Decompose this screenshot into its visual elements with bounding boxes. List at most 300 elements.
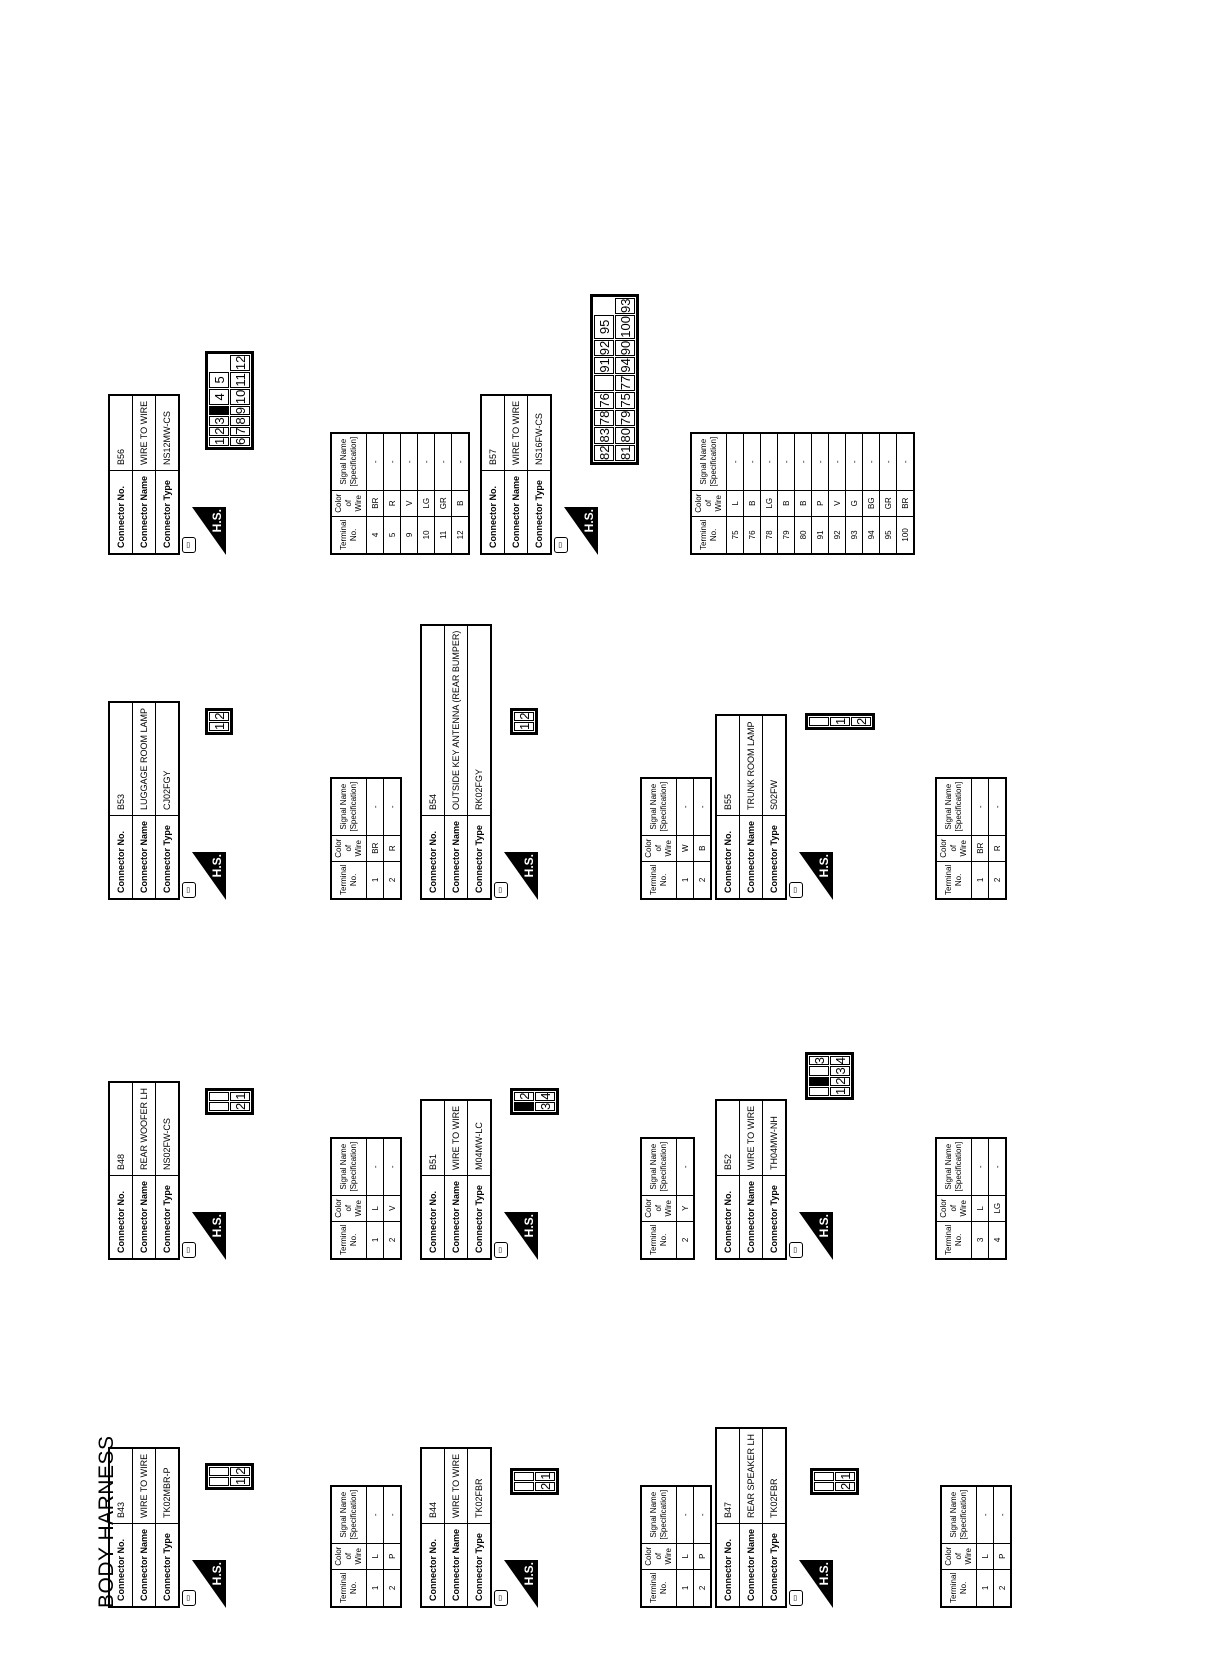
table-row — [384, 778, 402, 899]
terminal-cell: 2 — [694, 861, 712, 899]
connector-no-value: B52 — [716, 1100, 740, 1176]
connector-type-value: TH04MW-NH — [763, 1100, 787, 1176]
hs-label: H.S. — [817, 1214, 831, 1238]
pin-cell: 9 — [230, 406, 250, 415]
connector-no-label: Connector No. — [109, 815, 133, 899]
pin-cell: 11 — [230, 372, 250, 388]
connector-icon: ▭ — [494, 882, 508, 898]
signal-cell: - — [778, 433, 795, 490]
connector-name-value: WIRE TO WIRE — [133, 395, 156, 471]
pin-cell: 81 — [615, 445, 635, 461]
wire-color-cell: L — [977, 1543, 994, 1569]
pin-cell: 3 — [209, 416, 229, 425]
pin-cell: 3 — [830, 1066, 850, 1075]
connector-no-label: Connector No. — [109, 1175, 133, 1259]
table-row — [694, 1486, 712, 1607]
connector-header — [715, 714, 787, 900]
pin-cell: 2 — [851, 717, 871, 726]
signal-cell: - — [677, 778, 694, 835]
table-row — [435, 433, 452, 554]
terminal-cell: 4 — [367, 516, 384, 554]
pin-cell: 100 — [615, 315, 635, 339]
table-row — [367, 1138, 384, 1259]
pin-cell: 8 — [230, 416, 250, 425]
column-header-color-of-wire: Color of Wire — [331, 1543, 367, 1569]
pin-cell: 1 — [830, 1087, 850, 1096]
terminal-cell: 1 — [977, 1569, 994, 1607]
terminal-cell: 9 — [401, 516, 418, 554]
signal-cell: - — [795, 433, 812, 490]
signal-cell: - — [897, 433, 915, 490]
connector-no-label: Connector No. — [421, 1523, 445, 1607]
pin-cell — [809, 1066, 829, 1075]
column-header-signal-name: Signal Name [Specification] — [936, 778, 972, 835]
terminal-cell: 93 — [846, 516, 863, 554]
connector-name-value: OUTSIDE KEY ANTENNA (REAR BUMPER) — [445, 625, 468, 816]
connector-no-label: Connector No. — [421, 1175, 445, 1259]
signal-table — [640, 1485, 712, 1608]
signal-cell: - — [418, 433, 435, 490]
terminal-cell: 2 — [694, 1569, 712, 1607]
pin-cell: 92 — [594, 340, 614, 356]
wire-color-cell: LG — [761, 490, 778, 516]
column-header-terminal-no: Terminal No. — [941, 1569, 977, 1607]
table-row — [880, 433, 897, 554]
harness-side-badge — [182, 1560, 226, 1608]
harness-side-badge — [494, 1212, 538, 1260]
column-header-color-of-wire: Color of Wire — [641, 1543, 677, 1569]
column-header-color-of-wire: Color of Wire — [691, 490, 727, 516]
signal-table — [640, 777, 712, 900]
column-header-signal-name: Signal Name [Specification] — [641, 1486, 677, 1543]
pin-cell: 2 — [230, 1467, 250, 1476]
connector-no-value: B43 — [109, 1448, 133, 1524]
connector-header — [108, 701, 180, 900]
table-row — [367, 778, 384, 899]
terminal-cell: 4 — [989, 1221, 1007, 1259]
pin-cell: 2 — [830, 1077, 850, 1086]
pin-cell: 93 — [615, 298, 635, 314]
connector-type-value: TK02FBR — [468, 1448, 492, 1524]
connector-icon: ▭ — [182, 1242, 196, 1258]
connector-no-label: Connector No. — [716, 815, 740, 899]
wire-color-cell: G — [846, 490, 863, 516]
pin-cell: 3 — [809, 1056, 829, 1065]
wire-color-cell: LG — [989, 1195, 1007, 1221]
column-header-terminal-no: Terminal No. — [641, 1569, 677, 1607]
pin-cell: 82 — [594, 445, 614, 461]
signal-table — [940, 1485, 1012, 1608]
connector-no-value: B55 — [716, 715, 740, 815]
connector-name-value: WIRE TO WIRE — [505, 395, 528, 471]
signal-cell: - — [880, 433, 897, 490]
signal-cell: - — [384, 1138, 402, 1195]
harness-side-badge — [789, 1212, 833, 1260]
table-row — [401, 433, 418, 554]
pin-cell — [809, 1077, 829, 1086]
connector-name-label: Connector Name — [445, 1523, 468, 1607]
page-title: BODY HARNESS — [95, 1435, 118, 1608]
harness-side-badge — [182, 507, 226, 555]
connector-type-label: Connector Type — [528, 470, 552, 554]
pin-cell: 4 — [830, 1056, 850, 1065]
pin-cell: 79 — [615, 410, 635, 426]
pin-cell — [209, 1092, 229, 1101]
signal-cell: - — [846, 433, 863, 490]
column-header-color-of-wire: Color of Wire — [331, 490, 367, 516]
signal-cell: - — [384, 1486, 402, 1543]
signal-table — [690, 432, 915, 555]
connector-pin-face — [590, 294, 639, 465]
connector-name-label: Connector Name — [133, 470, 156, 554]
signal-table — [330, 432, 470, 555]
pin-cell: 90 — [615, 340, 635, 356]
signal-cell: - — [384, 778, 402, 835]
connector-type-label: Connector Type — [156, 815, 180, 899]
wire-color-cell: P — [812, 490, 829, 516]
hs-label: H.S. — [817, 854, 831, 878]
connector-type-label: Connector Type — [156, 1175, 180, 1259]
signal-table — [330, 1485, 402, 1608]
connector-type-label: Connector Type — [763, 1175, 787, 1259]
connector-no-value: B54 — [421, 625, 445, 816]
wire-color-cell: B — [694, 835, 712, 861]
terminal-cell: 3 — [972, 1221, 989, 1259]
pin-cell: 4 — [209, 389, 229, 405]
terminal-cell: 1 — [367, 1221, 384, 1259]
wire-color-cell: R — [384, 835, 402, 861]
pin-cell: 2 — [535, 1482, 555, 1491]
connector-no-label: Connector No. — [481, 470, 505, 554]
wire-color-cell: B — [452, 490, 470, 516]
connector-header — [108, 1081, 180, 1260]
signal-table — [330, 777, 402, 900]
pin-cell: 1 — [835, 1472, 855, 1481]
connector-name-value: REAR SPEAKER LH — [740, 1428, 763, 1524]
table-row — [367, 1486, 384, 1607]
hs-label: H.S. — [210, 1214, 224, 1238]
connector-name-label: Connector Name — [740, 1175, 763, 1259]
wire-color-cell: L — [367, 1195, 384, 1221]
pin-cell — [209, 1102, 229, 1111]
harness-side-badge — [182, 1212, 226, 1260]
terminal-cell: 2 — [384, 1569, 402, 1607]
terminal-cell: 12 — [452, 516, 470, 554]
hs-label: H.S. — [210, 1562, 224, 1586]
pin-cell: 12 — [230, 355, 250, 371]
connector-no-value: B57 — [481, 395, 505, 471]
connector-name-label: Connector Name — [133, 815, 156, 899]
pin-cell: 83 — [594, 427, 614, 443]
column-header-signal-name: Signal Name [Specification] — [941, 1486, 977, 1543]
connector-icon: ▭ — [789, 882, 803, 898]
signal-cell: - — [435, 433, 452, 490]
pin-cell: 2 — [230, 1102, 250, 1111]
pin-cell: 2 — [209, 427, 229, 436]
pin-cell: 4 — [535, 1092, 555, 1101]
terminal-cell: 78 — [761, 516, 778, 554]
wire-color-cell: L — [727, 490, 744, 516]
wire-color-cell: P — [694, 1543, 712, 1569]
connector-type-value: TK02FBR — [763, 1428, 787, 1524]
column-header-color-of-wire: Color of Wire — [641, 1195, 677, 1221]
table-row — [829, 433, 846, 554]
wire-color-cell: L — [677, 1543, 694, 1569]
pin-cell: 1 — [230, 1092, 250, 1101]
table-row — [972, 1138, 989, 1259]
table-row — [994, 1486, 1012, 1607]
connector-no-label: Connector No. — [109, 1523, 133, 1607]
column-header-terminal-no: Terminal No. — [331, 516, 367, 554]
connector-icon: ▭ — [494, 1242, 508, 1258]
connector-type-label: Connector Type — [763, 1523, 787, 1607]
wire-color-cell: P — [994, 1543, 1012, 1569]
connector-header — [420, 1099, 492, 1260]
hs-label: H.S. — [582, 509, 596, 533]
terminal-cell: 1 — [677, 861, 694, 899]
table-row — [384, 1138, 402, 1259]
terminal-cell: 1 — [972, 861, 989, 899]
connector-type-label: Connector Type — [156, 1523, 180, 1607]
connector-header — [420, 624, 492, 900]
wire-color-cell: GR — [435, 490, 452, 516]
terminal-cell: 10 — [418, 516, 435, 554]
table-row — [846, 433, 863, 554]
pin-cell: 2 — [514, 1092, 534, 1101]
signal-cell: - — [677, 1138, 695, 1195]
connector-pin-face — [205, 1463, 254, 1490]
table-row — [418, 433, 435, 554]
terminal-cell: 91 — [812, 516, 829, 554]
terminal-cell: 75 — [727, 516, 744, 554]
signal-cell: - — [384, 433, 401, 490]
signal-cell: - — [367, 433, 384, 490]
column-header-signal-name: Signal Name [Specification] — [641, 1138, 677, 1195]
signal-cell: - — [677, 1486, 694, 1543]
connector-name-value: REAR WOOFER LH — [133, 1082, 156, 1176]
wire-color-cell: B — [795, 490, 812, 516]
pin-cell — [514, 1102, 534, 1111]
table-row — [677, 1138, 695, 1259]
hs-label: H.S. — [210, 509, 224, 533]
table-row — [744, 433, 761, 554]
connector-name-label: Connector Name — [133, 1523, 156, 1607]
table-row — [795, 433, 812, 554]
connector-pin-face — [805, 1052, 854, 1100]
table-row — [677, 778, 694, 899]
pin-cell: 7 — [230, 427, 250, 436]
pin-cell — [809, 717, 829, 726]
connector-icon: ▭ — [494, 1590, 508, 1606]
terminal-cell: 95 — [880, 516, 897, 554]
hs-label: H.S. — [522, 1562, 536, 1586]
connector-pin-face — [510, 1088, 559, 1115]
pin-cell: 1 — [209, 722, 229, 731]
pin-cell: 75 — [615, 392, 635, 408]
harness-side-badge — [554, 507, 598, 555]
connector-type-value: M04MW-LC — [468, 1100, 492, 1176]
connector-icon: ▭ — [182, 1590, 196, 1606]
signal-cell: - — [863, 433, 880, 490]
terminal-cell: 1 — [677, 1569, 694, 1607]
connector-header — [420, 1447, 492, 1608]
harness-side-badge — [494, 852, 538, 900]
column-header-terminal-no: Terminal No. — [331, 1221, 367, 1259]
connector-type-value: TK02MBR-P — [156, 1448, 180, 1524]
pin-cell: 2 — [835, 1482, 855, 1491]
column-header-terminal-no: Terminal No. — [641, 1221, 677, 1259]
wire-color-cell: Y — [677, 1195, 695, 1221]
pin-cell: 2 — [514, 712, 534, 721]
connector-no-value: B48 — [109, 1082, 133, 1176]
harness-side-badge — [182, 852, 226, 900]
table-row — [778, 433, 795, 554]
pin-cell: 3 — [535, 1102, 555, 1111]
pin-cell — [209, 406, 229, 415]
wire-color-cell: BG — [863, 490, 880, 516]
connector-name-label: Connector Name — [445, 1175, 468, 1259]
table-row — [677, 1486, 694, 1607]
column-header-signal-name: Signal Name [Specification] — [691, 433, 727, 490]
connector-header — [715, 1099, 787, 1260]
table-row — [812, 433, 829, 554]
table-row — [694, 778, 712, 899]
pin-cell: 2 — [209, 712, 229, 721]
wire-color-cell: V — [384, 1195, 402, 1221]
wire-color-cell: BR — [367, 835, 384, 861]
table-row — [384, 433, 401, 554]
connector-no-value: B47 — [716, 1428, 740, 1524]
connector-pin-face — [510, 1468, 559, 1495]
signal-cell: - — [401, 433, 418, 490]
terminal-cell: 2 — [989, 861, 1007, 899]
connector-no-label: Connector No. — [421, 815, 445, 899]
column-header-signal-name: Signal Name [Specification] — [331, 778, 367, 835]
connector-name-label: Connector Name — [445, 815, 468, 899]
harness-side-badge — [789, 852, 833, 900]
wire-color-cell: L — [972, 1195, 989, 1221]
harness-side-badge — [789, 1560, 833, 1608]
terminal-cell: 94 — [863, 516, 880, 554]
pin-cell: 94 — [615, 357, 635, 373]
table-row — [989, 778, 1007, 899]
connector-no-value: B51 — [421, 1100, 445, 1176]
wire-color-cell: BR — [897, 490, 915, 516]
connector-type-label: Connector Type — [468, 815, 492, 899]
connector-no-value: B56 — [109, 395, 133, 471]
terminal-cell: 80 — [795, 516, 812, 554]
table-row — [977, 1486, 994, 1607]
terminal-cell: 5 — [384, 516, 401, 554]
table-row — [452, 433, 470, 554]
signal-cell: - — [727, 433, 744, 490]
table-row — [367, 433, 384, 554]
connector-name-value: TRUNK ROOM LAMP — [740, 715, 763, 815]
signal-table — [935, 1137, 1007, 1260]
connector-type-value: NS02FW-CS — [156, 1082, 180, 1176]
column-header-signal-name: Signal Name [Specification] — [641, 778, 677, 835]
connector-no-value: B44 — [421, 1448, 445, 1524]
pin-cell: 10 — [230, 389, 250, 405]
connector-name-label: Connector Name — [133, 1175, 156, 1259]
connector-type-label: Connector Type — [468, 1175, 492, 1259]
table-row — [863, 433, 880, 554]
terminal-cell: 1 — [367, 1569, 384, 1607]
terminal-cell: 2 — [384, 1221, 402, 1259]
signal-cell: - — [452, 433, 470, 490]
column-header-color-of-wire: Color of Wire — [936, 835, 972, 861]
column-header-terminal-no: Terminal No. — [641, 861, 677, 899]
wire-color-cell: GR — [880, 490, 897, 516]
signal-cell: - — [972, 778, 989, 835]
connector-pin-face — [205, 1088, 254, 1115]
terminal-cell: 2 — [677, 1221, 695, 1259]
signal-table — [640, 1137, 695, 1260]
column-header-signal-name: Signal Name [Specification] — [936, 1138, 972, 1195]
pin-cell: 1 — [535, 1472, 555, 1481]
pin-cell: 91 — [594, 357, 614, 373]
table-row — [897, 433, 915, 554]
column-header-color-of-wire: Color of Wire — [941, 1543, 977, 1569]
signal-cell: - — [694, 1486, 712, 1543]
pin-cell: 80 — [615, 427, 635, 443]
connector-header — [480, 394, 552, 555]
pin-cell — [814, 1472, 834, 1481]
column-header-color-of-wire: Color of Wire — [641, 835, 677, 861]
pin-cell: 76 — [594, 392, 614, 408]
signal-cell: - — [994, 1486, 1012, 1543]
column-header-color-of-wire: Color of Wire — [331, 1195, 367, 1221]
signal-table — [330, 1137, 402, 1260]
wire-color-cell: P — [384, 1543, 402, 1569]
connector-type-label: Connector Type — [156, 470, 180, 554]
pin-cell — [209, 1477, 229, 1486]
pin-cell: 6 — [230, 437, 250, 446]
connector-header — [715, 1427, 787, 1608]
connector-pin-face — [205, 708, 233, 735]
signal-table — [935, 777, 1007, 900]
column-header-color-of-wire: Color of Wire — [331, 835, 367, 861]
column-header-terminal-no: Terminal No. — [691, 516, 727, 554]
pin-cell — [514, 1482, 534, 1491]
pin-cell — [814, 1482, 834, 1491]
pin-cell: 95 — [594, 315, 614, 339]
wire-color-cell: LG — [418, 490, 435, 516]
column-header-terminal-no: Terminal No. — [936, 861, 972, 899]
pin-cell — [514, 1472, 534, 1481]
signal-cell: - — [694, 778, 712, 835]
connector-type-value: S02FW — [763, 715, 787, 815]
pin-cell: 5 — [209, 372, 229, 388]
terminal-cell: 11 — [435, 516, 452, 554]
column-header-terminal-no: Terminal No. — [331, 861, 367, 899]
connector-icon: ▭ — [789, 1590, 803, 1606]
connector-type-value: CJ02FGY — [156, 702, 180, 816]
signal-cell: - — [812, 433, 829, 490]
connector-type-value: NS12MW-CS — [156, 395, 180, 471]
table-row — [384, 1486, 402, 1607]
connector-name-value: WIRE TO WIRE — [445, 1100, 468, 1176]
connector-no-label: Connector No. — [109, 470, 133, 554]
column-header-color-of-wire: Color of Wire — [936, 1195, 972, 1221]
harness-side-badge — [494, 1560, 538, 1608]
pin-cell: 1 — [230, 1477, 250, 1486]
terminal-cell: 100 — [897, 516, 915, 554]
pin-cell — [209, 1467, 229, 1476]
signal-cell: - — [367, 1138, 384, 1195]
column-header-signal-name: Signal Name [Specification] — [331, 1138, 367, 1195]
column-header-signal-name: Signal Name [Specification] — [331, 1486, 367, 1543]
